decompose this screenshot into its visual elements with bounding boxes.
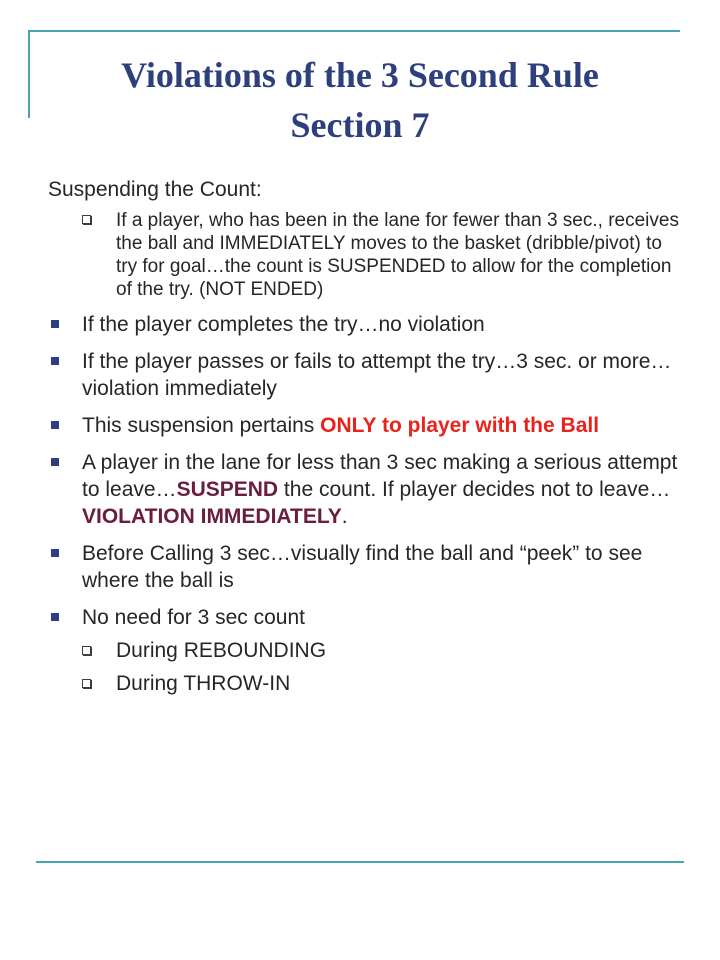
bullet-4 <box>48 449 688 530</box>
bullet-4-emphasis-violation: VIOLATION IMMEDIATELY <box>82 505 342 528</box>
bullet-4-emphasis-suspend: SUSPEND <box>176 478 279 501</box>
sub-bullet-rebounding <box>48 637 688 664</box>
square-bullet-icon <box>51 320 59 328</box>
bullet-6 <box>48 604 688 631</box>
lead-text: Suspending the Count: <box>48 178 262 201</box>
top-accent-line <box>28 30 680 32</box>
square-bullet-icon <box>51 421 59 429</box>
sub-bullet-intro <box>48 209 688 301</box>
bullet-4-text-c: the count. If player decides not to leave… <box>278 478 671 501</box>
hollow-square-bullet-icon <box>82 215 91 224</box>
bullet-5 <box>48 540 688 594</box>
left-accent-line <box>28 30 30 118</box>
bottom-accent-line <box>36 861 684 863</box>
bullet-1-text: If the player completes the try…no violation <box>82 313 485 336</box>
square-bullet-icon <box>51 613 59 621</box>
sub-bullet-throw-in-text: During THROW-IN <box>116 672 291 695</box>
sub-bullet-throw-in <box>48 670 688 697</box>
bullet-3 <box>48 412 688 439</box>
square-bullet-icon <box>51 458 59 466</box>
bullet-2 <box>48 348 688 402</box>
sub-bullet-intro-text: If a player, who has been in the lane for fewer than 3 sec., receives the ball and IMMEDIATELY moves to the basket (dribble/pivot) to try for goal…the count is SUSPENDED to allow for the completion of the try. (NOT ENDED) <box>116 210 679 300</box>
square-bullet-icon <box>51 357 59 365</box>
bullet-6-text: No need for 3 sec count <box>82 606 305 629</box>
bullet-1 <box>48 311 688 338</box>
bullet-2-text: If the player passes or fails to attempt the try…3 sec. or more…violation immediately <box>82 350 672 400</box>
bullet-4-text-e: . <box>341 505 348 528</box>
slide-title <box>40 50 680 150</box>
bullet-4-text-a: A player in the lane for less than 3 sec making a serious attempt to leave… <box>82 451 678 501</box>
hollow-square-bullet-icon <box>82 679 91 688</box>
slide-body <box>48 176 688 703</box>
bullet-5-text: Before Calling 3 sec…visually find the ball and “peek” to see where the ball is <box>82 542 643 592</box>
bullet-3-text-a: This suspension pertains <box>82 414 321 437</box>
title-line-2: Section 7 <box>290 105 430 145</box>
square-bullet-icon <box>51 549 59 557</box>
hollow-square-bullet-icon <box>82 646 91 655</box>
title-line-1: Violations of the 3 Second Rule <box>121 55 599 95</box>
bullet-3-emphasis: ONLY to player with the Ball <box>320 414 600 437</box>
sub-bullet-rebounding-text: During REBOUNDING <box>116 639 327 662</box>
